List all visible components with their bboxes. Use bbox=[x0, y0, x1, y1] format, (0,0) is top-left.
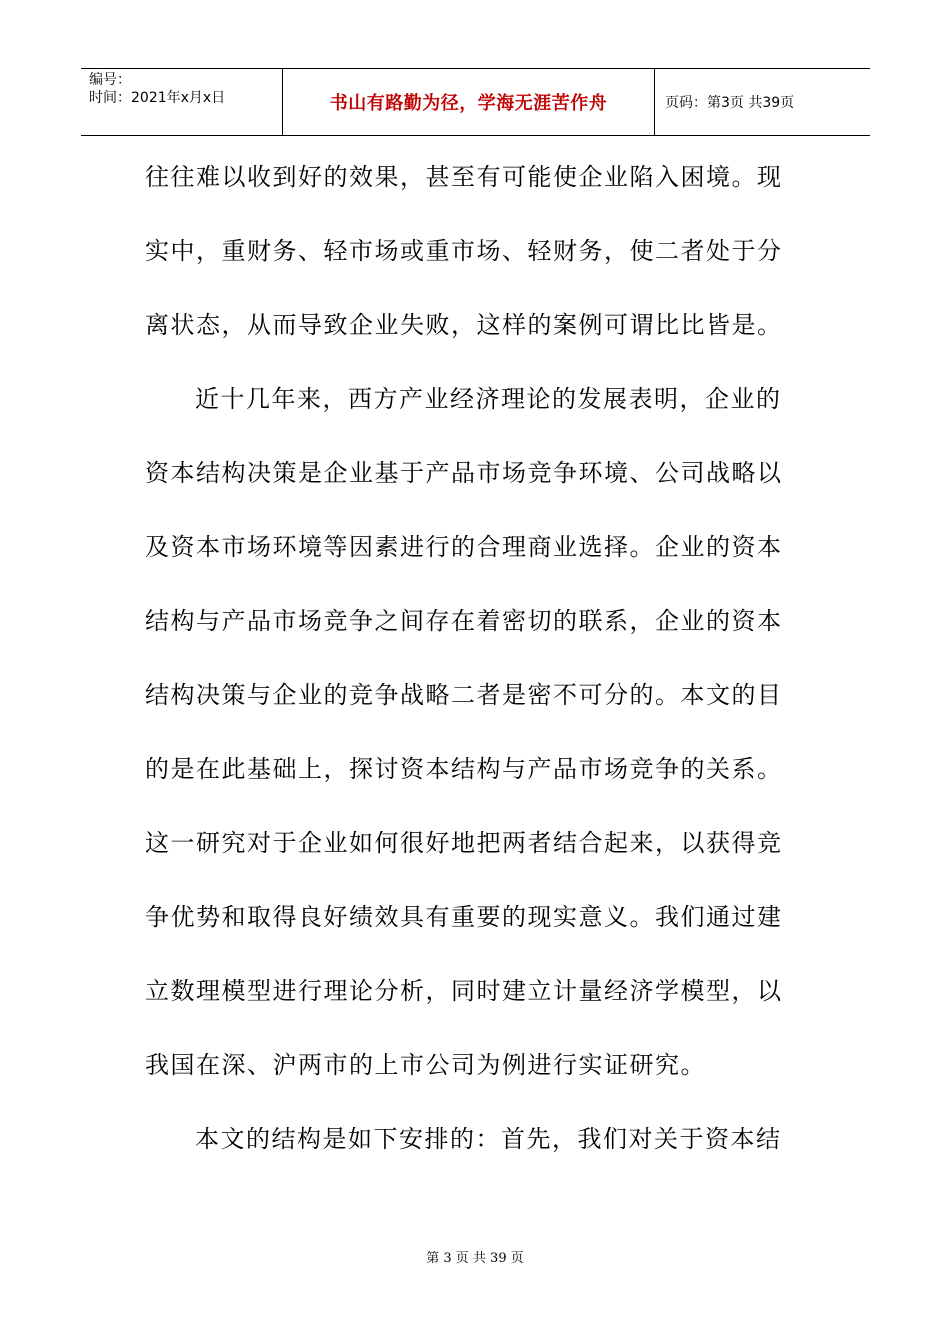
page-footer: 第 3 页 共 39 页 bbox=[426, 1251, 524, 1266]
page-header bbox=[81, 68, 870, 136]
body-line: 本文的结构是如下安排的：首先，我们对关于资本结 bbox=[195, 1125, 782, 1153]
document-body bbox=[145, 140, 807, 1176]
body-line: 资本结构决策是企业基于产品市场竞争环境、公司战略以 bbox=[145, 459, 783, 487]
body-line: 实中，重财务、轻市场或重市场、轻财务，使二者处于分 bbox=[145, 237, 783, 265]
body-line: 这一研究对于企业如何很好地把两者结合起来，以获得竞 bbox=[145, 829, 783, 857]
header-meta bbox=[81, 69, 283, 135]
body-line: 离状态，从而导致企业失败，这样的案例可谓比比皆是。 bbox=[145, 311, 783, 339]
body-line: 及资本市场环境等因素进行的合理商业选择。企业的资本 bbox=[145, 533, 783, 561]
body-line: 结构与产品市场竞争之间存在着密切的联系，企业的资本 bbox=[145, 607, 783, 635]
body-line: 的是在此基础上，探讨资本结构与产品市场竞争的关系。 bbox=[145, 755, 783, 783]
document-time-label: 时间：2021年x月x日 bbox=[89, 90, 226, 106]
body-line: 立数理模型进行理论分析，同时建立计量经济学模型，以 bbox=[145, 977, 783, 1005]
body-line: 结构决策与企业的竞争战略二者是密不可分的。本文的目 bbox=[145, 681, 783, 709]
body-line: 往往难以收到好的效果，甚至有可能使企业陷入困境。现 bbox=[145, 163, 783, 191]
document-number-label: 编号： bbox=[89, 72, 131, 88]
body-line: 争优势和取得良好绩效具有重要的现实意义。我们通过建 bbox=[145, 903, 783, 931]
header-motto: 书山有路勤为径，学海无涯苦作舟 bbox=[283, 69, 655, 135]
header-page-info: 页码：第3页 共39页 bbox=[665, 95, 795, 111]
body-line: 近十几年来，西方产业经济理论的发展表明，企业的 bbox=[195, 385, 782, 413]
body-line: 我国在深、沪两市的上市公司为例进行实证研究。 bbox=[145, 1051, 706, 1079]
